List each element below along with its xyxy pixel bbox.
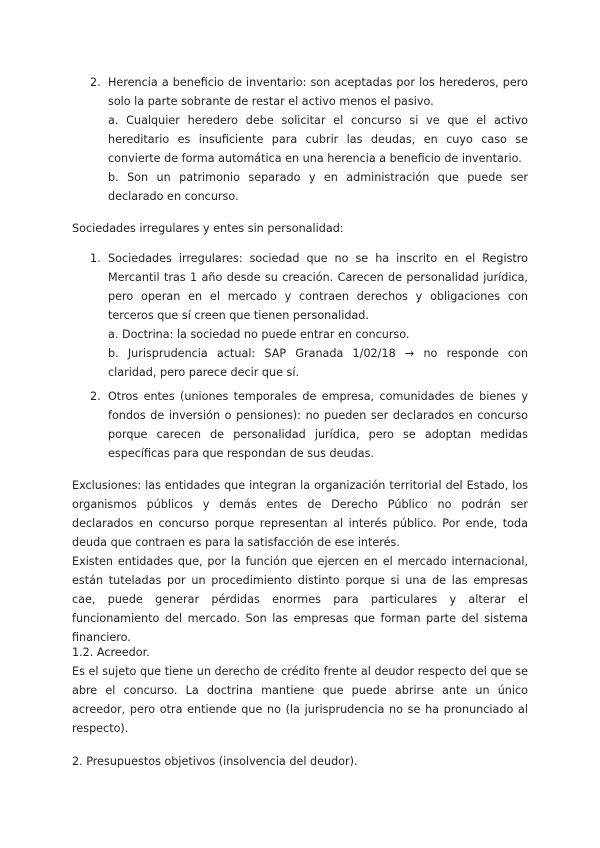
sociedades-sub-b: b. Jurisprudencia actual: SAP Granada 1/02/18 → no responde con claridad, pero parece decir que sí. [108,347,528,379]
herencia-sub-a: a. Cualquier heredero debe solicitar el concurso si ve que el activo hereditario es insuficiente para cubrir las deudas, en cuyo caso se convierte de forma automática en una herencia a beneficio de inventario. [108,114,528,165]
presupuestos-heading: 2. Presupuestos objetivos (insolvencia del deudor). [72,755,358,768]
herencia-intro: Herencia a beneficio de inventario: son aceptadas por los herederos, pero solo la parte sobrante de restar el activo menos el pasivo. [108,76,528,108]
entidades-financieras-paragraph: Existen entidades que, por la función que ejercen en el mercado internacional, están tuteladas por un procedimiento distinto porque si una de las empresas cae, puede generar pérdidas enormes para particulares y alterar el funcionamiento del mercado. Son las empresas que forman parte del sistema financiero. [72,555,528,644]
list-number: 2. [90,76,101,89]
otros-entes-text: Otros entes (uniones temporales de empresa, comunidades de bienes y fondos de inversión o pensiones): no pueden ser declarados en concurso porque carecen de personalidad jurídica, pero se adoptan medidas específicas para que respondan de sus deudas. [108,390,528,460]
acreedor-paragraph: Es el sujeto que tiene un derecho de crédito frente al deudor respecto del que se abre el concurso. La doctrina mantiene que puede abrirse ante un único acreedor, pero otra entiende que no (la jurisprudencia no se ha pronunciado al respecto). [72,665,528,735]
acreedor-heading: 1.2. Acreedor. [72,646,150,659]
acreedor-section [72,643,528,738]
sociedades-intro: Sociedades irregulares: sociedad que no se ha inscrito en el Registro Mercantil tras 1 año desde su creación. Carecen de personalidad jurídica, pero operan en el mercado y contraen derechos y obligaciones con terceros que sí creen que tienen personalidad. [108,252,528,322]
exclusiones-section [72,476,528,647]
exclusiones-paragraph: Exclusiones: las entidades que integran la organización territorial del Estado, los organismos públicos y demás entes de Derecho Público no podrán ser declarados en concurso porque representan al interés público. Por ende, toda deuda que contraen es para la satisfacción de ese interés. [72,479,528,549]
herencia-sub-b: b. Son un patrimonio separado y en administración que puede ser declarado en concurso. [108,171,528,203]
list-number: 2. [90,390,101,403]
sociedades-sub-a: a. Doctrina: la sociedad no puede entrar en concurso. [108,328,410,341]
list-number: 1. [90,252,101,265]
section-heading-sociedades: Sociedades irregulares y entes sin personalidad: [72,222,344,235]
